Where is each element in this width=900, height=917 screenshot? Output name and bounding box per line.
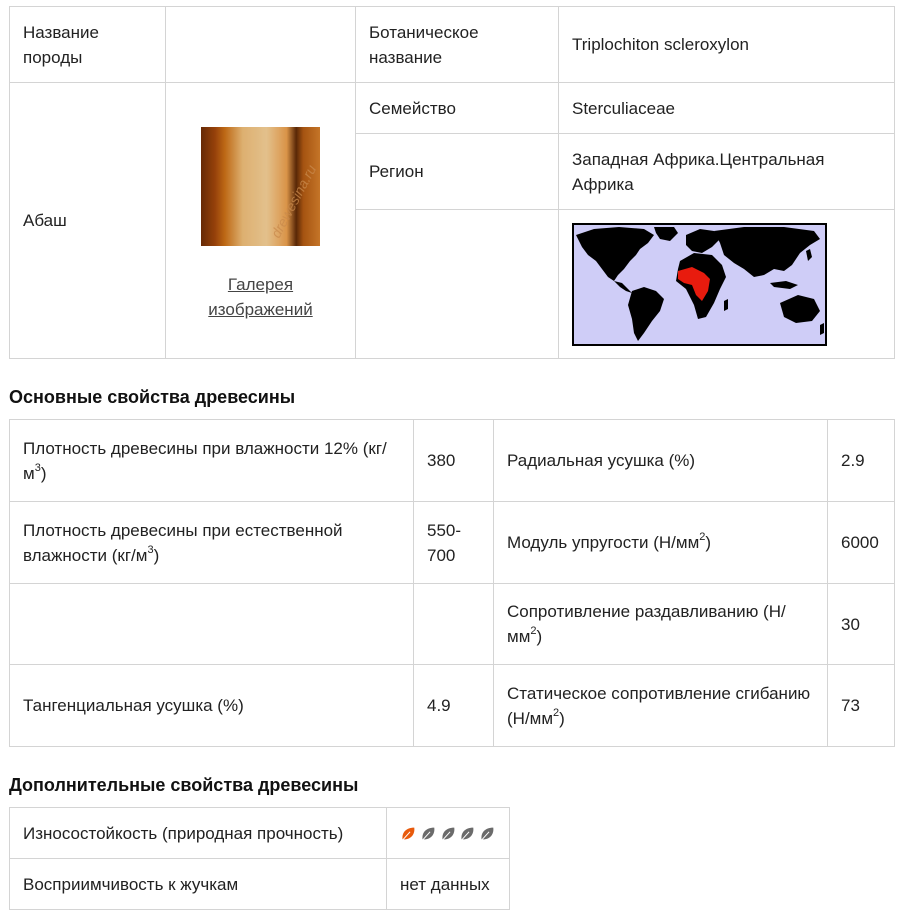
leaf-icon-inactive (420, 824, 437, 843)
table-row (10, 502, 895, 584)
empty-cell (10, 584, 414, 665)
name-header: Название породы (10, 7, 166, 83)
leaf-icon-inactive (459, 824, 476, 843)
property-value: 73 (828, 665, 895, 747)
property-label: Плотность древесины при естественной влажности $(кг/м^3)$ (10, 502, 414, 584)
region-label: Регион (356, 134, 559, 210)
main-properties-table (9, 419, 895, 747)
family-value: Sterculiaceae (559, 83, 895, 134)
world-map (572, 223, 827, 346)
photo-watermark: drewesina.ru (267, 162, 320, 241)
durability-label: Износостойкость (природная прочность) (10, 808, 387, 859)
leaf-icon-active (400, 824, 417, 843)
species-table (9, 6, 895, 359)
empty-cell (414, 584, 494, 665)
property-value: 4.9 (414, 665, 494, 747)
main-properties-title: Основные свойства древесины (9, 387, 296, 407)
family-label: Семейство (356, 83, 559, 134)
table-row (10, 420, 895, 502)
property-label: Плотность древесины при влажности 12% $(кг/м^3)$ (10, 420, 414, 502)
table-row (10, 859, 510, 910)
gallery-link[interactable]: Галерея изображений (208, 275, 313, 319)
empty-header-cell (166, 7, 356, 83)
wood-photo[interactable] (201, 127, 320, 246)
property-label: Радиальная усушка (%) (494, 420, 828, 502)
empty-map-label-cell (356, 210, 559, 359)
property-value: 380 (414, 420, 494, 502)
leaf-rating (400, 824, 496, 843)
durability-rating (387, 808, 510, 859)
table-row (10, 665, 895, 747)
species-name: Абаш (10, 83, 166, 359)
property-label: Статическое сопротивление сгибанию $(Н/мм^2)$ (494, 665, 828, 747)
property-label: Тангенциальная усушка (%) (10, 665, 414, 747)
region-value: Западная Африка.Центральная Африка (559, 134, 895, 210)
property-value: 2.9 (828, 420, 895, 502)
leaf-icon-inactive (479, 824, 496, 843)
property-value: 550-700 (414, 502, 494, 584)
leaf-icon-inactive (440, 824, 457, 843)
map-cell (559, 210, 895, 359)
gallery-cell (166, 83, 356, 359)
botanical-name-value: Triplochiton scleroxylon (559, 7, 895, 83)
property-label: Сопротивление раздавливанию $(Н/мм^2)$ (494, 584, 828, 665)
property-value: 6000 (828, 502, 895, 584)
pests-value: нет данных (387, 859, 510, 910)
property-value: 30 (828, 584, 895, 665)
extra-properties-table (9, 807, 510, 910)
extra-properties-title: Дополнительные свойства древесины (9, 775, 359, 795)
botanical-name-label: Ботаническое название (356, 7, 559, 83)
property-label: Модуль упругости $(Н/мм^2)$ (494, 502, 828, 584)
table-row (10, 584, 895, 665)
pests-label: Восприимчивость к жучкам (10, 859, 387, 910)
table-row (10, 808, 510, 859)
